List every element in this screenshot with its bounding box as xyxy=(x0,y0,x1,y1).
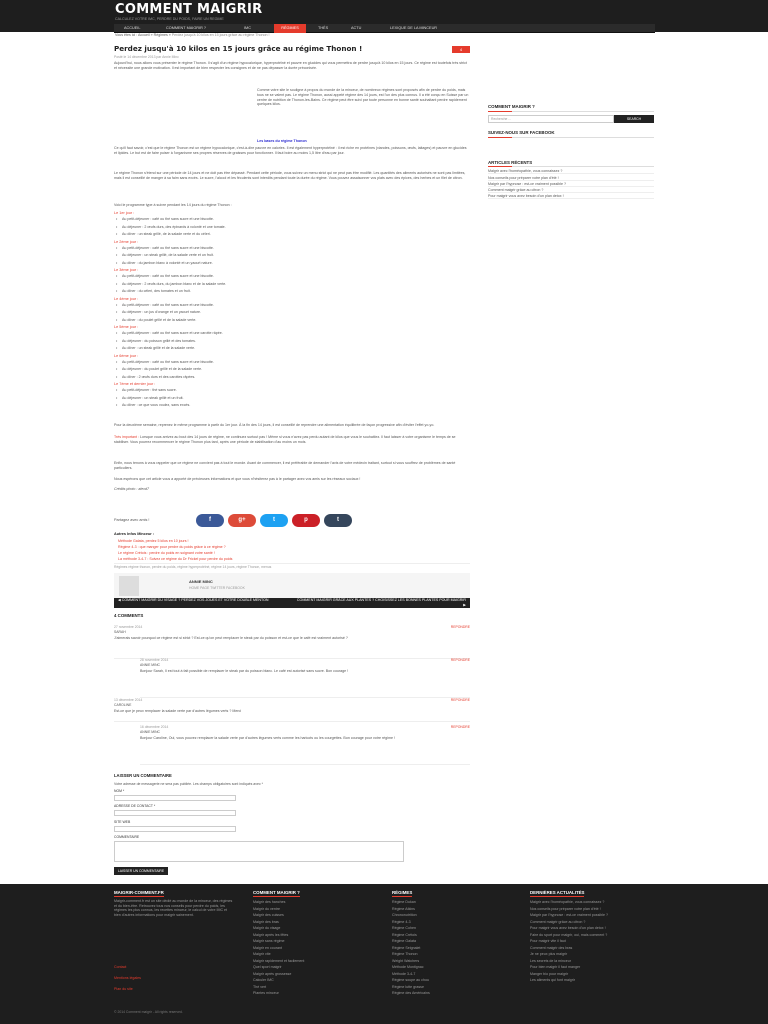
reply-link[interactable]: REPONDRE xyxy=(450,625,470,629)
breadcrumb: Vous êtes ici : Accueil » Régimes » Perdez jusqu'à 10 kilos en 15 jours grâce au régime Thonon ! xyxy=(115,33,270,37)
divider-accent xyxy=(488,111,512,112)
menu-item: • Au déjeuner : un steak grillé et un fruit. xyxy=(122,396,470,401)
footer-link[interactable]: Les secrets de la minceur xyxy=(530,958,571,963)
footer-link[interactable]: Maigrir des hanches xyxy=(253,900,286,904)
site-logo[interactable]: COMMENT MAIGRIR xyxy=(115,2,263,17)
menu-item: • Au petit-déjeuner : café ou thé sans sucre et une biscotte. xyxy=(122,303,470,308)
twitter-icon[interactable]: t xyxy=(260,514,288,527)
reply-link[interactable]: REPONDRE xyxy=(450,658,470,662)
post-body-5: Enfin, nous tenons à vous rappeler que ce régime ne convient pas à tout le monde. Avant de commencer, il est préférable de demander l'avis de votre médecin traitant, surtout si vous souffrez de problèmes de santé particuliers. xyxy=(114,461,456,470)
comment-text: Bonjour Sarah, Il est tout à fait possible de remplacer le steak par du poisson blanc. Le café est autorisé sans sucre. Bon courage ! xyxy=(140,669,349,673)
footer-link[interactable]: Maigrir des cuisses xyxy=(253,913,284,917)
footer-link[interactable]: Maigrir sans régime xyxy=(253,939,285,943)
comment xyxy=(114,625,470,659)
menu-item: • Au petit-déjeuner : thé sans sucre. xyxy=(122,388,470,393)
important-text: Lorsque vous arrivez au bout des 14 jours de régime, ne continuez surtout pas ! Même si vous n'avez pas perdu autant de kilos que vous le souhaitiez. Il faut laisser à votre organisme le temps de se stabiliser. Vous pourrez recommencer le régime Thonon plus tard, après une période de stabilisation d'au moins un mois. xyxy=(114,435,456,444)
main-nav xyxy=(114,24,655,33)
footer-link[interactable]: Faire du sport pour maigrir, oui, mais comment ? xyxy=(530,932,608,937)
footer-col3-title: RÉGIMES xyxy=(392,890,413,895)
next-post-link[interactable]: COMMENT MAIGRIR GRÂCE AUX PLANTES ? CHOISISSEZ LES BONNES PLANTES POUR MAIGRIR ▶ xyxy=(296,598,466,607)
comment-textarea[interactable] xyxy=(114,841,404,862)
page-title: Perdez jusqu'à 10 kilos en 15 jours grâce au régime Thonon ! xyxy=(114,44,363,53)
recent-post-link[interactable]: Pour maigrir vous avez besoin d'un plan detox ! xyxy=(488,194,654,199)
comment-author: ANNIE MINC xyxy=(140,730,160,734)
menu-item: • Au dîner : ce que vous voulez, sans excès. xyxy=(122,403,470,408)
post-body-2: Le régime Thonon s'étend sur une période de 14 jours et ne doit pas être dépassé. Pendant cette période, vous suivez un menu strict qui ne peut pas être modifié. Les quantités des aliments autorisés ne sont pas limitées, mais il est conseillé de manger à sa faim sans excès. Le sucre, l'alcool et les féculents sont interdits pendant toute la durée du régime. Vous pouvez assaisonner vos plats avec des épices, des herbes et un filet de citron. xyxy=(114,171,466,180)
menu-item: • Au petit-déjeuner : café ou thé sans sucre et une biscotte. xyxy=(122,246,470,251)
footer-link[interactable]: Je ne peux plus maigrir xyxy=(530,952,568,956)
avatar xyxy=(119,576,139,596)
important-note xyxy=(114,435,470,445)
recent-post-link[interactable]: Maigrir avec l'homéopathie, vous connaissez ? xyxy=(488,169,654,174)
nav-actu[interactable]: ACTU xyxy=(351,26,362,30)
important-label: Très important : xyxy=(114,435,140,439)
footer-link[interactable]: Maigrir du visage xyxy=(253,926,281,930)
comment-text: Bonjour Caroline, Oui, vous pouvez remplacer la salade verte par d'autres légumes verts comme les haricots ou les courgettes. Bon courage pour votre régime ! xyxy=(140,736,395,740)
menu-item: • Au déjeuner : un jus d'orange et un yaourt nature. xyxy=(122,310,470,315)
footer-link[interactable]: Régime lutte grasse xyxy=(392,984,424,989)
related-link[interactable]: Le régime Crétois : perdre du poids en soignant votre santé ! xyxy=(118,551,215,555)
share-label: Partagez avec amis ! xyxy=(114,518,150,522)
menu-item: • Au déjeuner : du poisson grillé et des tomates. xyxy=(122,339,470,344)
footer-link[interactable]: Plantes minceur xyxy=(253,991,279,995)
search-button[interactable]: SEARCH xyxy=(614,115,654,123)
menu-item: • Au petit-déjeuner : café ou thé sans sucre et une carotte râpée. xyxy=(122,331,470,336)
site-header xyxy=(0,0,768,32)
footer-link[interactable]: Chrononutrition xyxy=(392,913,417,917)
footer-link[interactable]: Pour maigrir vous avez besoin d'un plan detox ! xyxy=(530,926,606,930)
name-field[interactable] xyxy=(114,795,236,801)
reply-link[interactable]: REPONDRE xyxy=(450,698,470,702)
menu-day-title: Le 6ème jour : xyxy=(114,353,139,358)
breadcrumb-label: Vous êtes ici : xyxy=(115,33,138,37)
footer-link[interactable]: Pour bien maigrir il faut manger xyxy=(530,965,581,969)
google-plus-icon[interactable]: g+ xyxy=(228,514,256,527)
menu-item: • Au déjeuner : un steak grillé, de la salade verte et un fruit. xyxy=(122,253,470,258)
site-footer xyxy=(0,884,768,1024)
photo-credits: Crédits photo : alexd7 xyxy=(114,487,149,491)
footer-regimes xyxy=(392,890,512,995)
tumblr-icon[interactable]: t xyxy=(324,514,352,527)
footer-link[interactable]: Maigrir avec l'homéopathie, vous connaissez ? xyxy=(530,900,605,904)
menu-item: • Au déjeuner : 2 œufs durs, des épinards à volonté et une tomate. xyxy=(122,225,470,230)
comment-date: 13 décembre 2014 xyxy=(114,698,143,702)
nav-thes[interactable]: THÉS xyxy=(318,26,329,30)
author-links[interactable]: HOME PAGE TWITTER FACEBOOK xyxy=(189,586,245,590)
footer-link[interactable]: Manger bio pour maigrir xyxy=(530,971,569,976)
divider xyxy=(488,137,654,138)
pinterest-icon[interactable]: p xyxy=(292,514,320,527)
footer-about-text: Maigrir-comment.fr est un site dédié au monde de la minceur, des régimes et du bien-être. Retrouvez tous nos conseils pour perdre du poids, les régimes les plus connus, les recettes minceur, le calcul de votre IMC et bien d'autres informations pour maigrir sainement. xyxy=(114,899,233,917)
leave-comment-title: LAISSER UN COMMENTAIRE xyxy=(114,773,172,778)
footer-link[interactable]: Maigrir par l'hypnose : est-ce vraiment possible ? xyxy=(530,913,608,917)
nav-regimes[interactable]: RÉGIMES xyxy=(274,24,306,33)
post-body-6: Nous espérons que cet article vous a apporté de précieuses informations et que vous n'hésiterez pas à le partager avec vos amis sur les réseaux sociaux ! xyxy=(114,477,361,481)
menu-item: • Au petit-déjeuner : café ou thé sans sucre et une biscotte. xyxy=(122,360,470,365)
recent-post-link[interactable]: Nos conseils pour préparer votre plan d'été ! xyxy=(488,176,654,181)
email-field[interactable] xyxy=(114,810,236,816)
search-input[interactable]: Recherche ... xyxy=(488,115,614,123)
menu-item: • Au dîner : du jambon blanc à volonté et un yaourt nature. xyxy=(122,261,470,266)
comment-author: ANNIE MINC xyxy=(140,663,160,667)
footer-link[interactable]: Maigrir des bras xyxy=(253,919,279,924)
breadcrumb-current: Perdez jusqu'à 10 kilos en 15 jours grâce au régime Thonon ! xyxy=(171,33,270,37)
nav-accueil[interactable]: ACCUEIL xyxy=(124,26,141,30)
footer-about xyxy=(114,890,234,991)
breadcrumb-regimes[interactable]: Régimes xyxy=(153,33,168,37)
comment-author: SARAH xyxy=(114,630,126,634)
post-body-3: Voici le programme type à suivre pendant les 14 jours du régime Thonon : xyxy=(114,203,232,207)
menu-item: • Au petit-déjeuner : café ou thé sans sucre et une biscotte. xyxy=(122,274,470,279)
comment-text: Est-ce que je peux remplacer la salade verte par d'autres légumes verts ? Merci xyxy=(114,709,242,713)
comment xyxy=(140,725,470,765)
footer-link[interactable]: Régime Galata xyxy=(392,939,416,943)
author-name[interactable]: ANNIE MINC xyxy=(189,579,213,584)
post-tags: Régimes régime thonon, perdre du poids, régime hyperprotéiné, régime 14 jours, régime Thonon, menus xyxy=(114,563,470,569)
post-body-4: Pour la deuxième semaine, reprenez le même programme à partir du 1er jour. À la fin des 14 jours, il est conseillé de reprendre une alimentation équilibrée de façon progressive afin d'éviter l'effet yo-yo. xyxy=(114,423,435,427)
comments-heading: 4 COMMENTS xyxy=(114,613,144,618)
breadcrumb-home[interactable]: Accueil xyxy=(138,33,150,37)
comment xyxy=(140,658,470,698)
post-intro: Aujourd'hui, nous allons vous présenter le régime Thonon. Il s'agit d'un régime hypocalorique, hyperprotéiné et pauvre en glucides qui vous permettra de perdre jusqu'à 10 kilos en 15 jours. Ce régime est toutefois très strict et nécessite une grande motivation. Il est important de bien respecter les consignes et de ne pas dépasser la durée préconisée. xyxy=(114,61,467,70)
footer-legal-link[interactable]: Mentions légales xyxy=(114,976,141,980)
site-tagline: CALCULEZ VOTRE IMC, PERDRE DU POIDS, FAIRE UN REGIME xyxy=(115,17,224,21)
related-link[interactable]: Régime 4-3 : que manger pour perdre du poids grâce à ce régime ? xyxy=(118,545,226,549)
footer-sitemap-link[interactable]: Plan du site xyxy=(114,987,133,991)
post-meta: Posté le 14 décembre 2013 par Annie Minc xyxy=(114,55,179,59)
comment-author: CAROLINE xyxy=(114,703,132,707)
footer-link[interactable]: Régime Crétois xyxy=(392,932,417,937)
related-link[interactable]: La méthode 3-4-7 : Suivez ce régime du Dr Frickel pour perdre du poids xyxy=(118,557,233,561)
footer-link[interactable]: Maigrir après grossesse xyxy=(253,971,292,976)
footer-about-title: MAIGRIR-COMMENT.FR xyxy=(114,890,164,895)
menu-item: • Au déjeuner : du poulet grillé et de la salade verte. xyxy=(122,367,470,372)
footer-link[interactable]: Régime 4-3 xyxy=(392,919,411,924)
footer-link[interactable]: Régime soupe au chou xyxy=(392,978,429,982)
footer-link[interactable]: Maigrir vite xyxy=(253,952,271,956)
menu-day-title: Le 5ème jour : xyxy=(114,325,139,329)
divider-accent xyxy=(488,166,512,167)
related-link[interactable]: Méthode Galata, perdez 5 kilos en 10 jours ! xyxy=(118,539,189,543)
footer-link[interactable]: Maigrir après les fêtes xyxy=(253,932,289,937)
menu-day-title: Le 3ème jour : xyxy=(114,268,139,272)
footer-link[interactable]: Régime Seignalet xyxy=(392,945,421,950)
menu-day-title: Le 1er jour : xyxy=(114,211,135,215)
footer-link[interactable]: Méthode 3-4-7 xyxy=(392,971,416,976)
menu-item: • Au dîner : un steak grillé, de la salade verte et du céleri. xyxy=(122,232,470,237)
menu-item: • Au dîner : du céleri, des tomates et un fruit. xyxy=(122,289,470,294)
website-field[interactable] xyxy=(114,826,236,832)
footer-link[interactable]: Maigrir rapidement et facilement xyxy=(253,958,305,963)
post-quote: Comme votre site le souligne à propos du monde de la minceur, de nombreux régimes sont proposés afin de perdre du poids, mais tous ne se valent pas. Le régime Thonon, aussi appelé régime des 14 jours, est l'un des plus connus. Il a été conçu en Suisse par un centre de nutrition de Thonon-les-Bains. Ce régime peut être suivi par toute personne en bonne santé souhaitant perdre rapidement quelques kilos. xyxy=(257,88,469,107)
footer-link[interactable]: Méthode Montignac xyxy=(392,965,424,969)
divider xyxy=(488,111,654,112)
footer-link[interactable]: Les aliments qui font maigrir xyxy=(530,978,575,982)
recent-post-link[interactable]: Comment maigrir grâce au citron ? xyxy=(488,188,654,193)
footer-link[interactable]: Comment maigrir des bras xyxy=(530,945,573,950)
divider xyxy=(488,166,654,167)
menu-item: • Au dîner : un steak grillé et de la salade verte. xyxy=(122,346,470,351)
nav-comment-maigrir[interactable]: COMMENT MAIGRIR ? xyxy=(166,26,207,30)
comments-count-badge[interactable]: 4 xyxy=(452,46,470,53)
footer-link[interactable]: Weight Watchers xyxy=(392,958,420,963)
footer-link[interactable]: Maigrir du ventre xyxy=(253,906,280,911)
menu-item: • Au dîner : du poulet grillé et de la salade verte. xyxy=(122,318,470,323)
footer-link[interactable]: Comment maigrir grâce au citron ? xyxy=(530,919,586,924)
footer-link[interactable]: Calculer IMC xyxy=(253,978,274,982)
footer-col4-title: DERNIÈRES ACTUALITÉS xyxy=(530,890,585,895)
recent-posts-title: ARTICLES RÉCENTS xyxy=(488,160,533,165)
website-label: SITE WEB xyxy=(114,820,131,824)
divider-accent xyxy=(488,137,512,138)
comment-date: 16 décembre 2014 xyxy=(140,725,169,729)
footer-link[interactable]: Maigrir en courant xyxy=(253,945,282,950)
footer-link[interactable]: Thé vert xyxy=(253,984,267,989)
name-label: NOM * xyxy=(114,789,125,793)
menu-item: • Au petit-déjeuner : café ou thé sans sucre et une biscotte. xyxy=(122,217,470,222)
comment-text: J'aimerais savoir pourquoi ce régime est si strict ? Est-ce qu'on peut remplacer le steak par du poisson et est-ce que le café est vraiment autorisé ? xyxy=(114,636,348,640)
menu-day-title: Le 2ème jour : xyxy=(114,239,139,244)
nav-imc[interactable]: IMC xyxy=(244,26,251,30)
author-box xyxy=(114,573,470,599)
comment-date: 28 novembre 2014 xyxy=(140,658,169,662)
email-label: ADRESSE DE CONTACT * xyxy=(114,804,156,808)
footer-news xyxy=(530,890,650,982)
related-title: Autres Infos Minceur : xyxy=(114,532,155,536)
footer-link[interactable]: Pour maigrir vite il faut xyxy=(530,939,566,943)
sidebar-search-title: COMMENT MAIGRIR ? xyxy=(488,104,535,109)
post-navigation xyxy=(114,598,470,608)
facebook-icon[interactable]: f xyxy=(196,514,224,527)
footer-col2-title: COMMENT MAIGRIR ? xyxy=(253,890,300,895)
section-title: Les bases du régime Thonon xyxy=(257,139,307,143)
submit-comment-button[interactable]: LAISSER UN COMMENTAIRE xyxy=(114,867,168,875)
previous-post-link[interactable]: ◀ COMMENT MAIGRIR DU VISAGE ? PERDEZ VOS JOUES ET VOTRE DOUBLE MENTON xyxy=(118,598,269,602)
comment xyxy=(114,698,470,722)
menu-item: • Au déjeuner : 2 œufs durs, du jambon blanc et de la salade verte. xyxy=(122,282,470,287)
comment-label: COMMENTAIRE xyxy=(114,835,140,839)
nav-lexique[interactable]: LEXIQUE DE LA MINCEUR xyxy=(390,26,438,30)
footer-link[interactable]: Régime Thonon xyxy=(392,952,418,956)
footer-link[interactable]: Régime Atkins xyxy=(392,906,415,911)
footer-comment-maigrir xyxy=(253,890,373,995)
reply-link[interactable]: REPONDRE xyxy=(450,725,470,729)
leave-comment-note: Votre adresse de messagerie ne sera pas publiée. Les champs obligatoires sont indiqués avec * xyxy=(114,782,264,786)
facebook-title: SUIVEZ-NOUS SUR FACEBOOK xyxy=(488,130,555,135)
copyright: © 2014 Comment maigrir - All rights reserved. xyxy=(114,1010,183,1014)
footer-link[interactable]: Quel sport maigrir xyxy=(253,965,282,969)
footer-link[interactable]: Régime Dukan xyxy=(392,900,416,904)
footer-link[interactable]: Régime Cohen xyxy=(392,926,416,930)
menu-item: • Au dîner : 2 œufs durs et des carottes râpées. xyxy=(122,375,470,380)
menu-day-title: Le 7ème et dernier jour : xyxy=(114,382,156,386)
footer-link[interactable]: Nos conseils pour préparer votre plan d'été ! xyxy=(530,906,601,911)
menu-day-title: Le 4ème jour : xyxy=(114,296,139,301)
post-body-1: Ce qu'il faut savoir, c'est que le régime Thonon est un régime hypocalorique, c'est-à-dire pauvre en calories. Il est également hyperprotéiné : il est riche en protéines (viandes, poissons, œufs, laitages) et pauvre en glucides et lipides. Le but est de faire puiser à l'organisme ses propres réserves de graisses pour fonctionner. Il faut boire au moins 1,5 litre d'eau par jour. xyxy=(114,146,467,155)
recent-post-link[interactable]: Maigrir par l'hypnose : est-ce vraiment possible ? xyxy=(488,182,654,187)
footer-contact-link[interactable]: Contact xyxy=(114,965,127,969)
comment-date: 27 novembre 2014 xyxy=(114,625,143,629)
footer-link[interactable]: Régime des Américains xyxy=(392,991,430,995)
